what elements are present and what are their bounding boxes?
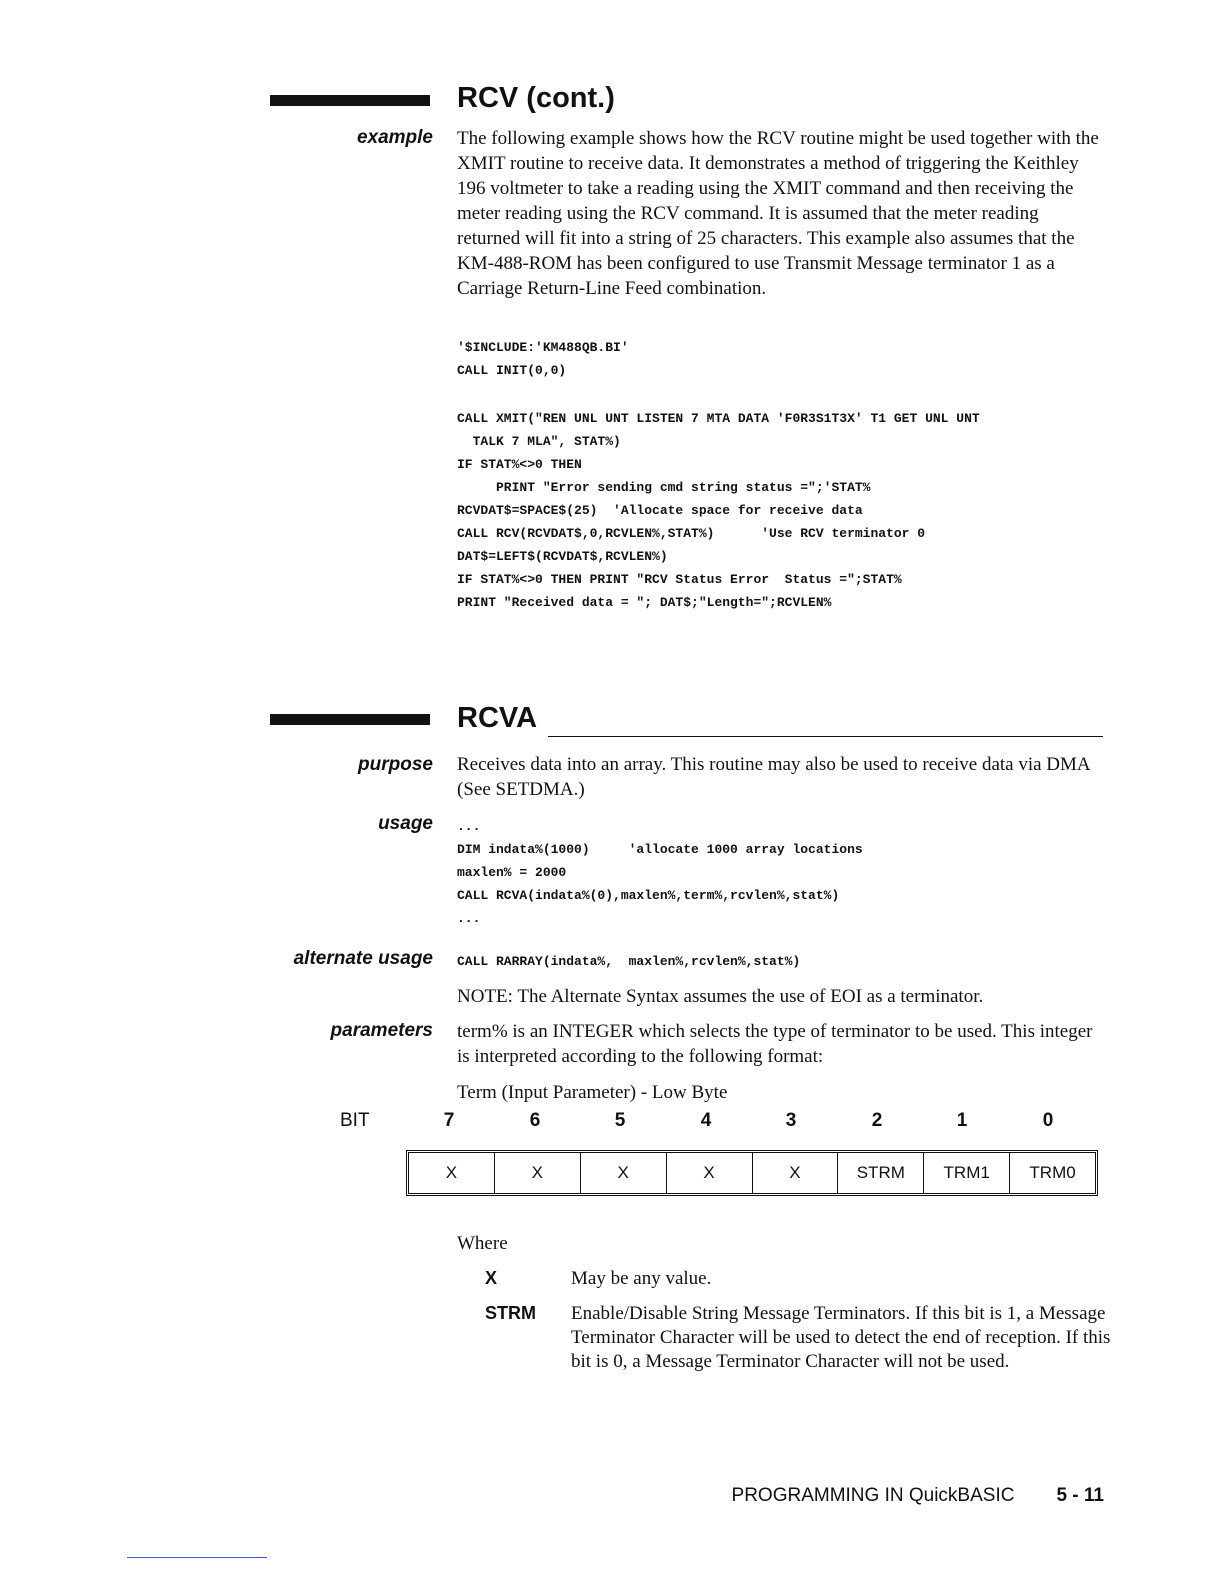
definition-text: May be any value. — [571, 1268, 712, 1289]
bit-number: 5 — [614, 1110, 626, 1131]
purpose-text: Receives data into an array. This routine may also be used to receive data via DMA (See SETDMA.) — [457, 754, 1090, 800]
bit-cell: TRM0 — [1029, 1163, 1076, 1182]
bit-row-label: BIT — [340, 1110, 370, 1131]
code-block-example: CALL XMIT("REN UNL UNT LISTEN 7 MTA DATA 'F0R3S1T3X' T1 GET UNL UNT TALK 7 MLA", STAT%) IF STAT%<>0 THEN PRINT "Error sending cmd string status =";'STAT% RCVDAT$=SPACE$(25) 'Allocate space for receive data CALL RCV(RCVDAT$,0,RCVLEN%,STAT%) 'Use RCV terminator 0 DAT$=LEFT$(RCVDAT$,RCVLEN%) IF STAT%<>0 THEN PRINT "RCV Status Error Status =";STAT% PRINT "Received data = "; DAT$;"Length=";RCVLEN% — [457, 411, 980, 610]
parameter-term: term% — [457, 1021, 508, 1042]
page-footer — [732, 1485, 1104, 1507]
bit-number: 4 — [700, 1110, 712, 1131]
definition-term: STRM — [485, 1303, 536, 1323]
bit-number: 3 — [785, 1110, 797, 1131]
bit-cell: TRM1 — [924, 1153, 1010, 1193]
bit-field-table — [406, 1150, 1098, 1196]
parameter-text: is an INTEGER which selects the type of terminator to be used. This integer is interpreted according to the following format: — [457, 1021, 1093, 1067]
heading-underline — [548, 736, 1103, 737]
code-block-include: '$INCLUDE:'KM488QB.BI' CALL INIT(0,0) — [457, 340, 629, 378]
usage-code: ... DIM indata%(1000) 'allocate 1000 array locations maxlen% = 2000 CALL RCVA(indata%(0),maxlen%,term%,rcvlen%,stat%) ... — [457, 819, 863, 926]
where-label: Where — [457, 1233, 508, 1254]
section-heading-rcv-cont: RCV (cont.) — [457, 82, 615, 114]
usage-label: usage — [378, 813, 433, 834]
purpose-label: purpose — [358, 754, 433, 775]
bit-cell: STRM — [838, 1153, 924, 1193]
bit-cell: X — [667, 1153, 753, 1193]
example-label: example — [356, 127, 433, 148]
parameter-description — [457, 1019, 1102, 1069]
section-heading-rcva: RCVA — [457, 702, 538, 734]
bit-number: 7 — [443, 1110, 455, 1131]
scan-edge-line — [127, 1557, 267, 1558]
bit-cell: X — [753, 1153, 839, 1193]
definition-text: Enable/Disable String Message Terminators. If this bit is 1, a Message Terminator Character will be used to detect the end of reception. If this bit is 0, a Message Terminator Character will not be used. — [571, 1303, 1111, 1372]
section-rule-bar — [270, 95, 430, 106]
bit-number: 2 — [871, 1110, 883, 1131]
page-number: 5 - 11 — [1056, 1485, 1104, 1506]
alternate-usage-code: CALL RARRAY(indata%, maxlen%,rcvlen%,stat%) — [457, 954, 801, 969]
bit-cell: X — [495, 1153, 581, 1193]
parameters-label: parameters — [330, 1020, 433, 1041]
alternate-usage-label: alternate usage — [293, 948, 433, 969]
footer-title: PROGRAMMING IN QuickBASIC — [731, 1485, 1015, 1506]
bit-cell: X — [409, 1153, 495, 1193]
definition-term: X — [485, 1268, 498, 1288]
note-text: NOTE: The Alternate Syntax assumes the use of EOI as a terminator. — [457, 986, 984, 1007]
table-caption: Term (Input Parameter) - Low Byte — [457, 1082, 728, 1103]
bit-number: 6 — [529, 1110, 541, 1131]
bit-number: 0 — [1042, 1110, 1054, 1131]
bit-cell: X — [581, 1153, 667, 1193]
section-rule-bar — [270, 714, 430, 725]
example-paragraph: The following example shows how the RCV routine might be used together with the XMIT routine to receive data. It demonstrates a method of triggering the Keithley 196 voltmeter to take a reading using the XMIT command and then receiving the meter reading using the RCV command. It is assumed that the meter reading returned will fit into a string of 25 characters. This example also assumes that the KM-488-ROM has been configured to use Transmit Message terminator 1 as a Carriage Return-Line Feed combination. — [457, 128, 1099, 299]
bit-number: 1 — [956, 1110, 968, 1131]
